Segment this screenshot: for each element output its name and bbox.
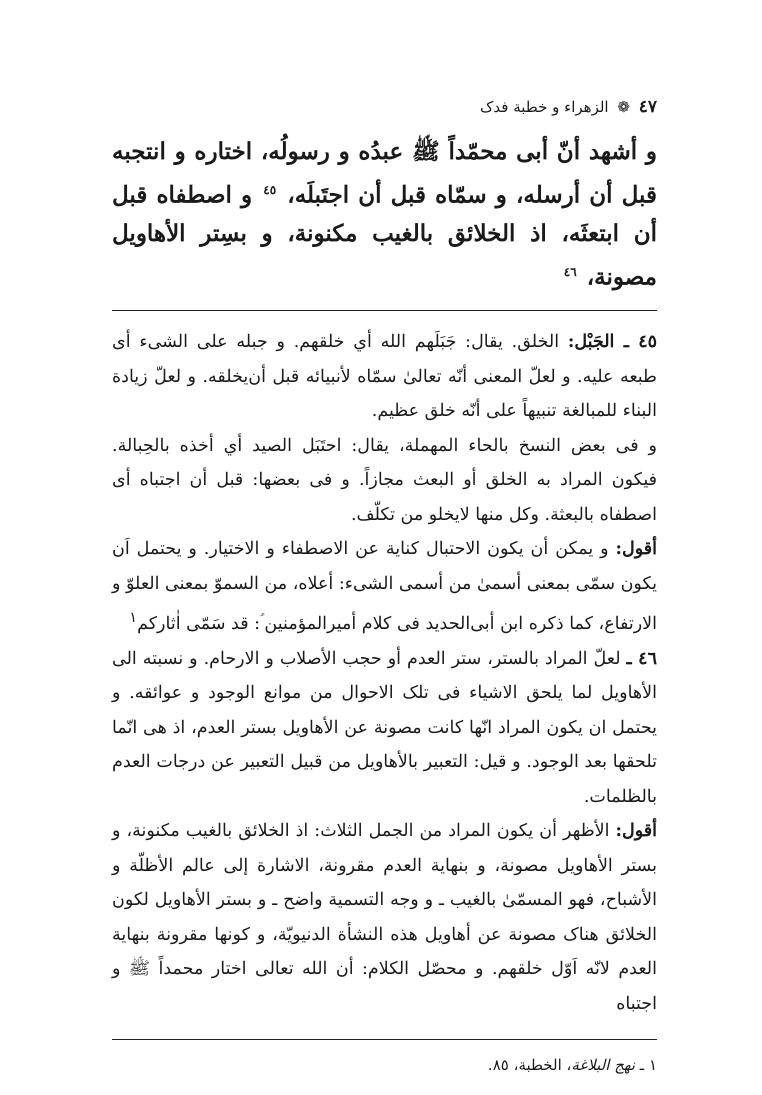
sermon-segment: و اصطفاه قبل أن ابتعثَه، اذ الخلائق بالغیب مکنونة، و بسِتر الأهاویل مصونة،	[112, 181, 657, 291]
page-number: ٤٧	[638, 97, 657, 117]
sermon-text	[112, 133, 657, 296]
comment-label: أقول:	[615, 539, 657, 560]
running-title: الزهراء و خطبة فدک	[480, 98, 609, 116]
note-body: و فی بعض النسخ بالحاء المهملة، يقال: احتَبَل الصید أي أخذه بالحِبالة. فیکون المراد به الخلق أو البعث مجازاً. و فی بعضها: قبل أن اجتباه أی اصطفاه بالبعثة. وکل منها لایخلو من تکلّف.	[112, 435, 657, 525]
note-45-variant	[112, 429, 657, 533]
sermon-segment: و أشهد أنّ أبی محمّداً ﷺ عبدُه و رسولُه، اختاره و انتجبه قبل أن أرسله، و سمّاه قبل أن اجتَبلَه،	[112, 138, 657, 209]
author-comment	[112, 532, 657, 641]
note-label: ٤٥ ـ الجَبْل:	[567, 332, 657, 353]
note-reference[interactable]: ٤٦	[563, 264, 577, 279]
comment-label: أقول:	[615, 821, 657, 842]
divider-line	[112, 310, 657, 311]
commentary-notes	[112, 325, 657, 1021]
footnote-source: نهج البلاغة	[571, 1056, 635, 1075]
note-reference[interactable]: ٤٥	[263, 183, 277, 197]
note-label: ٤٦ ـ	[626, 648, 657, 669]
footnote	[112, 1054, 657, 1076]
note-46	[112, 642, 657, 815]
author-comment	[112, 814, 657, 1021]
running-header	[112, 95, 657, 121]
comment-body: و یمکن أن یکون الاحتبال کنایة عن الاصطفاء و الاختیار. و یحتمل اَن یکون سمّی بمعنی أسمیٰ من أسمی الشیء: أعلاه، من السموّ بمعنی العلوّ و الارتفاع، کما ذکره ابن أبی‌الحدید فی کلام أمیرالمؤمنین ؑ: قد سَمّی اٰثارکم	[112, 539, 657, 635]
ornament-icon: ❁	[617, 98, 630, 116]
note-body: لعلّ المراد بالستر، ستر العدم أو حجب الأصلاب و الارحام. و نسبته الی الأهاویل لما یلحق الاشیاء فی تلک الاحوال من موانع الوجود و عوائقه. و یحتمل ان یکون المراد انّها کانت مصونة عن الأهاویل بستر العدم، اذ هی انّما تلحقها بعد الوجود. و قیل: التعبیر بالأهاویل من قبیل التعبیر عن درجات العدم بالظلمات.	[112, 648, 657, 807]
comment-body: الأظهر أن یکون المراد من الجمل الثلاث: اذ الخلائق بالغیب مکنونة، و بستر الأهاویل مصونة، و بنهایة العدم مقرونة، الاشارة إلی عالم الأظلّة و الأشباح، فهو المسمّیٰ بالغیب ـ و وجه التسمیة واضح ـ و بستر الأهاویل لکون الخلائق هناک مصونة عن أهاویل هذه النشأة الدنیویّة، و کونها مقرونة بنهایة العدم لانّه اَوّل خلقهم. و محصّل الکلام: أن الله تعالی اختار محمداً ﷺ و اجتباه	[112, 821, 657, 1014]
footnote-reference[interactable]: ١	[129, 609, 138, 627]
note-body: الخلق. يقال: جَبَلَهم الله أي خلقهم. و جبله علی الشیء أی طبعه عليه. و لعلّ المعنی أنّه تعالیٰ سمّاه لأنبیائه قبل أن‌یخلقه. و لعلّ زیادة البناء للمبالغة تنبیهاً علی أنّه خلق عظیم.	[112, 332, 657, 422]
footnote-divider	[112, 1039, 657, 1040]
book-page	[112, 95, 657, 1076]
footnote-marker: ١ ـ	[639, 1056, 657, 1075]
footnote-details: ، الخطبة، ٨٥.	[487, 1056, 572, 1075]
note-45	[112, 325, 657, 429]
